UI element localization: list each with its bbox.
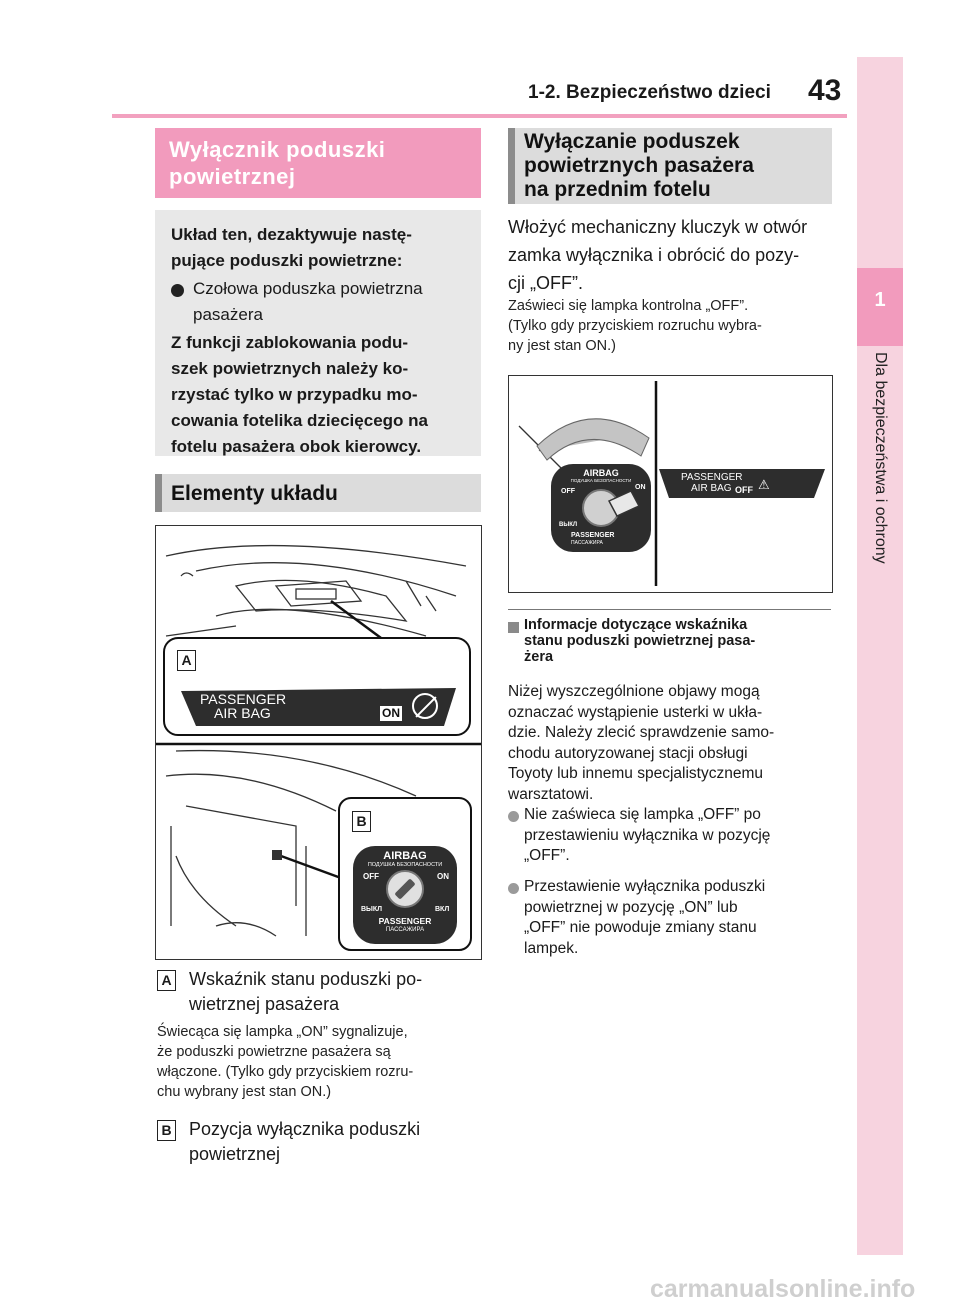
switch-off-label: OFF [363,872,379,881]
fig2-switch-off-ru: ВЫКЛ [559,522,578,528]
switch-operation-figure [508,375,833,593]
components-heading: Elementy układu [155,474,481,512]
info-bullet-1: Nie zaświeca się lampka „OFF” po przestawieniu wyłącznika w pozycję „OFF”. [524,806,771,864]
box-intro: Układ ten, dezaktywuje nastę- pujące poduszki powietrzne: [171,225,412,270]
section-title: 1-2. Bezpieczeństwo dzieci [528,82,771,103]
section-divider [508,609,831,610]
chapter-label: Dla bezpieczeństwa i ochrony [872,352,889,564]
indicator-state-on: ON [382,706,400,720]
instruction-text: Włożyć mechaniczny kluczyk w otwór zamka wyłącznika i obrócić do pozy- cji „OFF”. [508,217,808,293]
bullet-icon [508,811,519,822]
section-heading-switch: Wyłącznik poduszki powietrznej [155,128,481,198]
fig2-indicator-text: PASSENGER AIR BAG [681,472,743,494]
callout-label-b: B [352,811,371,832]
section-heading-disable: Wyłączanie poduszek powietrznych pasażera na przednim fotelu [508,128,832,204]
info-bullet-2: Przestawienie wyłącznika poduszki powietrznej w pozycję „ON” lub „OFF” nie powoduje zmiany stanu lampek. [524,878,766,957]
bullet-icon [508,883,519,894]
callout-label-a: A [177,650,196,671]
child-seat-icon: ⚠ [758,477,770,492]
item-label-a: A [157,970,176,991]
switch-turn-illustration [509,376,832,592]
item-b-text: Pozycja wyłącznika poduszki powietrznej [189,1119,421,1164]
fig2-switch-on: ON [635,484,646,491]
fig2-switch-off: OFF [561,488,575,495]
box-bullet: Czołowa poduszka powietrzna pasażera [193,279,423,324]
fig2-switch-top: AIRBAG ПОДУШКА БЕЗОПАСНОСТИ [570,468,632,483]
info-heading: Informacje dotyczące wskaźnika stanu poduszki powietrznej pasa- żera [524,617,756,665]
instruction-note: Zaświeci się lampka kontrolna „OFF”. (Tylko gdy przyciskiem rozruchu wybra- ny jest stan ON.) [508,298,762,354]
item-a-text: Wskaźnik stanu poduszki po- wietrznej pasażera [189,969,423,1014]
page-number: 43 [808,74,842,107]
info-text: Niżej wyszczególnione objawy mogą oznaczać wystąpienie usterki w ukła- dzie. Należy zlecić sprawdzenie samo- chodu autoryzowanej stacji obsługi Toyoty lub innemu specjalistycznemu warsztatowi. [508,683,775,803]
switch-off-ru-label: ВЫКЛ [361,906,383,913]
box-note: Z funkcji zablokowania podu- szek powietrznych należy ko- rzystać tylko w przypadku mo- cowania fotelika dziecięcego na fotelu pasażera obok kierowcy. [171,333,428,456]
fig2-indicator-state: OFF [735,485,753,495]
car-interior-illustration [156,526,481,959]
switch-bottom-labels: PASSENGER ПАССАЖИРА [378,916,432,933]
switch-on-ru-label: ВКЛ [435,906,450,913]
item-a-description: Świecąca się lampka „ON” sygnalizuje, że poduszki powietrzne pasażera są włączone. (Tylko gdy przyciskiem rozru- chu wybrany jest stan ON.) [157,1024,414,1100]
chapter-side-tab [857,57,903,1255]
switch-on-label: ON [437,872,449,881]
chapter-number: 1 [874,289,886,311]
airbag-off-icon [412,693,438,719]
item-label-b: B [157,1120,176,1141]
watermark: carmanualsonline.info [650,1275,916,1303]
fig2-switch-bottom: PASSENGER ПАССАЖИРА [571,532,615,546]
switch-labels: AIRBAG ПОДУШКА БЕЗОПАСНОСТИ [367,850,443,868]
indicator-text: PASSENGER AIR BAG [200,691,287,721]
info-box [155,210,481,456]
components-figure [155,525,482,960]
header-rule [112,114,847,118]
bullet-icon [171,284,184,297]
info-square-icon [508,622,519,633]
